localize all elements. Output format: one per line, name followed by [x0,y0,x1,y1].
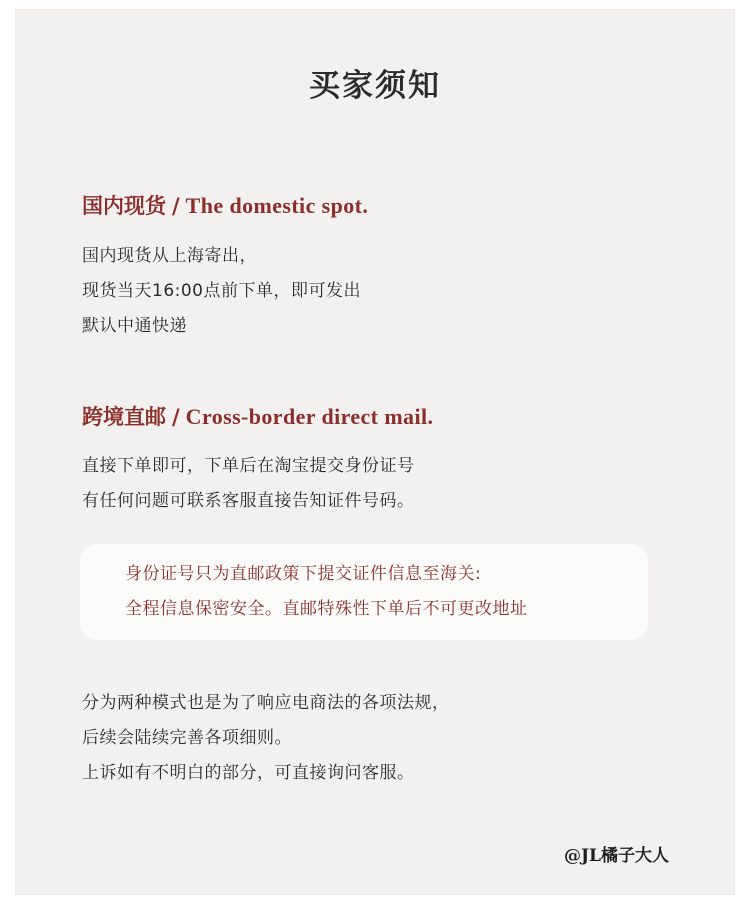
heading-en: The domestic spot. [185,193,369,218]
heading-cn: 跨境直邮 [82,404,166,429]
text-line: 直接下单即可，下单后在淘宝提交身份证号 [82,456,415,476]
privacy-notice-text [125,557,528,627]
text-line: 后续会陆续完善各项细则。 [82,728,292,748]
page-title: 买家须知 [309,68,441,104]
notice-page [16,10,734,894]
closing-paragraph [82,686,450,791]
section-heading-crossborder [82,401,433,431]
text-line: 现货当天16:00点前下单，即可发出 [82,281,361,301]
heading-separator: / [172,404,180,429]
author-signature: @JL橘子大人 [564,846,669,866]
text-line: 身份证号只为直邮政策下提交证件信息至海关: [125,564,482,584]
heading-cn: 国内现货 [82,193,166,218]
text-line: 全程信息保密安全。直邮特殊性下单后不可更改地址 [125,599,528,619]
domestic-description [82,239,361,344]
privacy-notice-box [80,544,648,640]
section-heading-domestic [82,190,368,220]
text-line: 默认中通快递 [82,316,187,336]
heading-separator: / [172,193,180,218]
heading-en: Cross-border direct mail. [185,404,434,429]
crossborder-description [82,449,415,519]
text-line: 分为两种模式也是为了响应电商法的各项法规， [82,693,450,713]
text-line: 上诉如有不明白的部分，可直接询问客服。 [82,763,415,783]
text-line: 有任何问题可联系客服直接告知证件号码。 [82,491,415,511]
text-line: 国内现货从上海寄出， [82,246,257,266]
